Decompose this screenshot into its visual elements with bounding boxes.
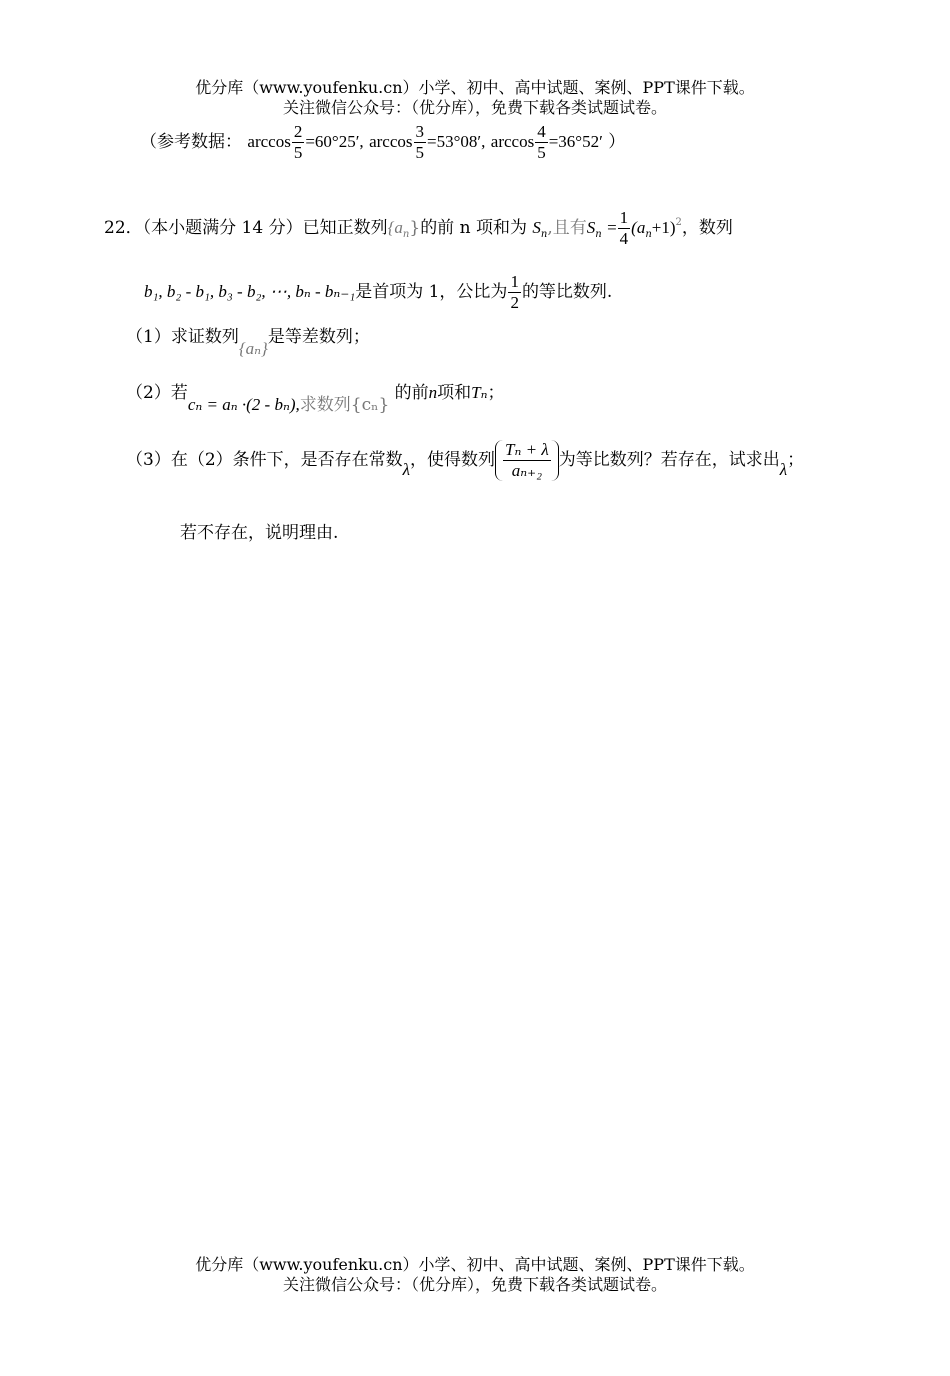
part-1-tail: 是等差数列； xyxy=(267,327,370,347)
ref-frac-2-num: 3 xyxy=(415,122,425,141)
sum-S-2: S xyxy=(586,218,596,237)
part-3-line-2: 若不存在，说明理由. xyxy=(180,523,339,543)
part-2-mid: 求数列{cₙ} xyxy=(299,395,390,415)
ref-fraction-3 xyxy=(535,122,548,163)
ref-frac-3-den: 5 xyxy=(537,143,546,162)
part-3-end: ； xyxy=(787,450,805,470)
b-sequence-expr: b₁, b₂ - b₁, b₃ - b₂, ⋯, bₙ - bₙ₋₁ xyxy=(144,282,356,301)
footer-line-2: 关注微信公众号：（优分库），免费下载各类试题试卷。 xyxy=(282,1275,667,1294)
ref-value-3: =36°52′ xyxy=(548,132,603,151)
seq-a-close: } xyxy=(409,218,421,238)
part-1-seq: {aₙ} xyxy=(238,339,268,358)
seq-a-open: {a xyxy=(387,218,403,237)
ref-fraction-2 xyxy=(414,122,427,163)
part-2-expr: cₙ = aₙ ·(2 - bₙ), xyxy=(187,395,300,414)
part-3-label: （3）在（2）条件下，是否存在常数 xyxy=(126,450,403,470)
quarter-num: 1 xyxy=(619,208,629,227)
part-1-label: （1）求证数列 xyxy=(126,327,239,347)
sum-S-2-sub: n xyxy=(595,229,602,240)
paren-tail: +1) xyxy=(651,218,676,237)
equals-sign: = xyxy=(607,218,617,237)
ref-value-2: =53°08′, xyxy=(427,132,486,151)
problem-intro: （本小题满分 14 分）已知正数列 xyxy=(142,218,388,238)
part-2-T: Tₙ xyxy=(471,383,488,402)
power-2: 2 xyxy=(675,217,682,228)
line2-tail: 的等比数列. xyxy=(521,282,613,302)
part-3-paren xyxy=(495,440,559,481)
footer-line-1: 优分库（www.youfenku.cn）小学、初中、高中试题、案例、PPT课件下载。 xyxy=(195,1255,755,1274)
header-line-2: 关注微信公众号：（优分库），免费下载各类试题试卷。 xyxy=(282,98,667,117)
part-2 xyxy=(126,378,505,415)
part-2-tail-b: 项和 xyxy=(437,383,472,403)
problem-22-line-2 xyxy=(144,272,612,313)
problem-text-2: ,且有 xyxy=(547,218,587,238)
part-3-tail: 为等比数列？若存在，试求出 xyxy=(558,450,780,470)
part-3-lambda: λ xyxy=(402,460,411,479)
half-fraction xyxy=(508,272,521,313)
header-line-1: 优分库（www.youfenku.cn）小学、初中、高中试题、案例、PPT课件下载。 xyxy=(195,78,755,97)
reference-data xyxy=(140,122,625,163)
sum-S: S xyxy=(532,218,541,237)
problem-22-line-1 xyxy=(104,208,733,249)
part-1 xyxy=(126,322,370,358)
half-den: 2 xyxy=(510,293,519,312)
ref-fraction-1 xyxy=(292,122,305,163)
ref-arccos-1: arccos xyxy=(247,132,291,151)
ref-frac-3-num: 4 xyxy=(537,122,546,141)
ref-frac-2-den: 5 xyxy=(415,143,425,162)
part-2-n: n xyxy=(428,383,438,402)
part-3-fraction xyxy=(503,440,551,481)
part-2-end: ； xyxy=(487,383,505,403)
half-num: 1 xyxy=(510,272,519,291)
paren-sub: n xyxy=(645,229,652,240)
quarter-den: 4 xyxy=(619,229,629,248)
seq-a-sub: n xyxy=(402,229,410,240)
ref-frac-1-den: 5 xyxy=(293,143,303,162)
paren-expr: (a xyxy=(631,218,646,237)
ref-arccos-3: arccos xyxy=(490,132,535,151)
part-3-frac-num: Tₙ + λ xyxy=(505,440,549,459)
ref-frac-1-num: 2 xyxy=(293,122,303,141)
line2-text: 是首项为 1，公比为 xyxy=(355,282,508,302)
part-3-mid: ，使得数列 xyxy=(410,450,496,470)
reference-suffix: ） xyxy=(608,132,626,152)
part-3-frac-den: aₙ₊₂ xyxy=(511,461,542,480)
problem-number: 22． xyxy=(104,218,143,238)
part-2-label: （2）若 xyxy=(126,383,188,403)
sum-S-sub: n xyxy=(540,229,548,240)
quarter-fraction xyxy=(618,208,631,249)
problem-text-3: ，数列 xyxy=(681,218,733,238)
ref-value-1: =60°25′, xyxy=(305,132,364,151)
reference-prefix: （参考数据： xyxy=(140,132,242,152)
part-3-lambda-2: λ xyxy=(779,460,788,479)
part-3 xyxy=(126,440,804,481)
ref-arccos-2: arccos xyxy=(369,132,413,151)
part-2-tail-a: 的前 xyxy=(394,383,429,403)
problem-text-1: 的前 n 项和为 xyxy=(420,218,527,238)
